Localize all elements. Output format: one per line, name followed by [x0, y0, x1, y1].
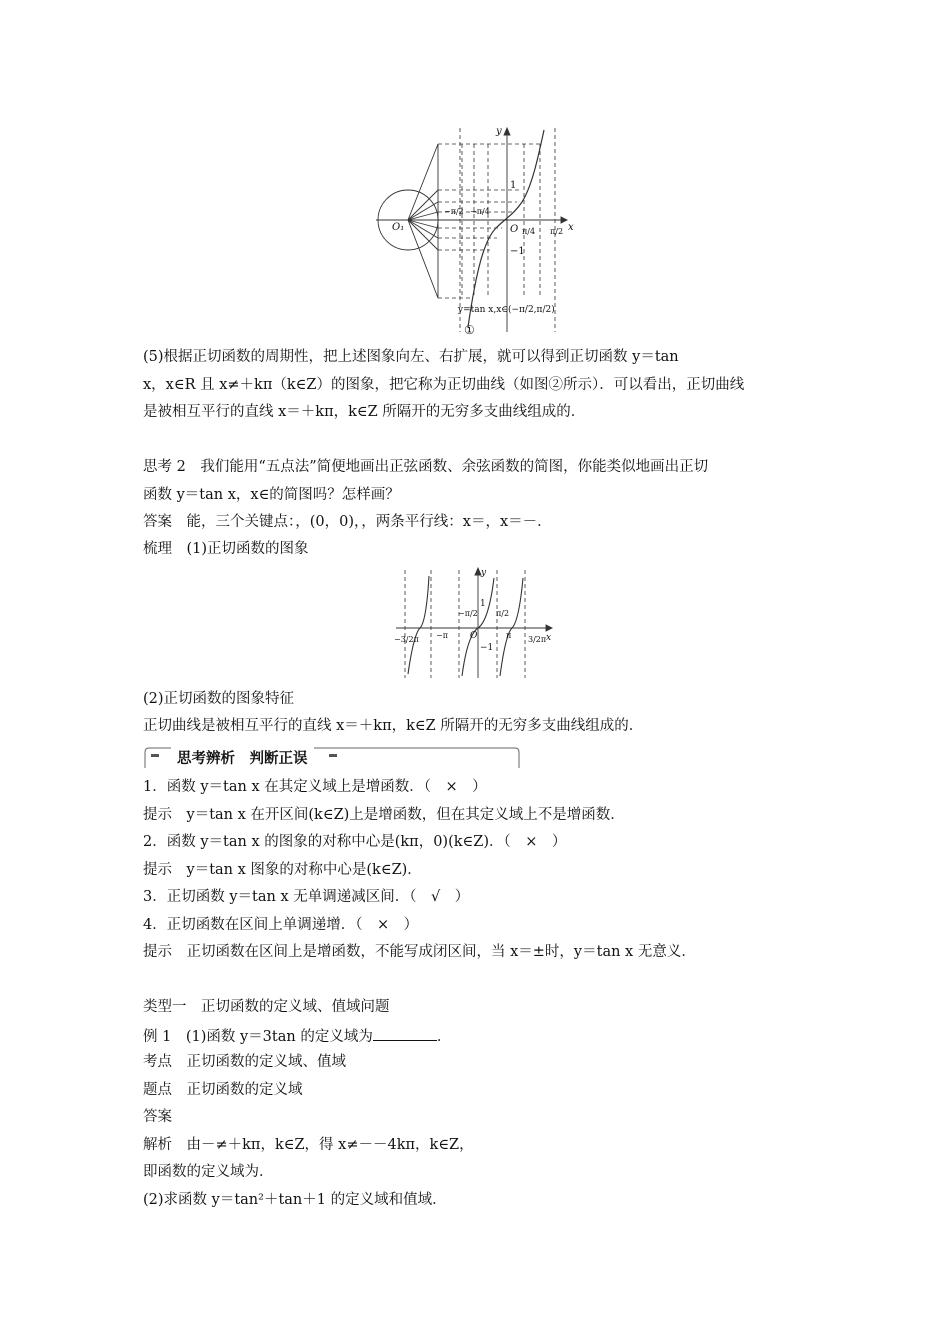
fig1-tick-1: 1 — [510, 180, 517, 191]
think2-answer: 答案 能，三个关键点：，(0，0)，，两条平行线：x＝，x＝－． — [143, 514, 552, 530]
fig1-tick-neg-pi4: −π/4 — [470, 207, 490, 216]
tangent-construction-figure — [372, 122, 582, 340]
think-judge-banner — [143, 744, 523, 770]
fig2-tick-pi2: π/2 — [496, 609, 510, 618]
conclusion: 即函数的定义域为． — [143, 1164, 274, 1180]
fig2-x-label: x — [546, 633, 552, 643]
fig1-origin-label: O — [510, 224, 519, 235]
think2-line1: 思考 2 我们能用“五点法”简便地画出正弦函数、余弦函数的简图，你能类似地画出正切 — [143, 459, 709, 475]
para5-line1: (5)根据正切函数的周期性，把上述图象向左、右扩展，就可以得到正切函数 y＝tan — [143, 349, 679, 365]
example1-text: 例 1 (1)函数 y＝3tan 的定义域为 — [143, 1029, 373, 1045]
judge-q4: 4．正切函数在区间上单调递增．（ × ） — [143, 917, 419, 933]
judge-q3: 3．正切函数 y＝tan x 无单调递减区间．（ √ ） — [143, 889, 470, 905]
features-heading: (2)正切函数的图象特征 — [143, 691, 295, 707]
fig2-y-label: y — [481, 568, 487, 578]
fig1-caption: ① — [464, 323, 475, 337]
fig1-curve-label: y=tan x,x∈(−π/2,π/2) — [458, 305, 555, 315]
part2: (2)求函数 y＝tan²＋tan＋1 的定义域和值域． — [143, 1192, 447, 1208]
fig2-tick-1: 1 — [480, 599, 486, 609]
tangent-graph-figure — [394, 566, 558, 682]
fig2-tick-neg-pi2: −π/2 — [458, 609, 478, 618]
think2-summary: 梳理 (1)正切函数的图象 — [143, 541, 309, 557]
judge-hint2: 提示 y＝tan x 图象的对称中心是(k∈Z)． — [143, 862, 422, 878]
fig2-tick-neg-pi: −π — [436, 631, 448, 640]
fig2-tick-3pi2: 3/2π — [528, 635, 547, 644]
type1-title: 类型一 正切函数的定义域、值域问题 — [143, 999, 390, 1015]
fig1-x-label: x — [568, 222, 574, 233]
banner-title: 思考辨析 判断正误 — [171, 747, 314, 768]
fig1-o1-label: O₁ — [392, 222, 405, 233]
example1-end: ． — [436, 1029, 452, 1045]
tangent-branch-right — [500, 578, 523, 676]
judge-q2: 2．函数 y＝tan x 的图象的对称中心是(kπ，0)(k∈Z)．（ × ） — [143, 834, 567, 850]
fig1-tick-neg-pi2: −π/2 — [444, 207, 464, 216]
features-text: 正切曲线是被相互平行的直线 x＝＋kπ，k∈Z 所隔开的无穷多支曲线组成的． — [143, 718, 644, 734]
judge-hint4: 提示 正切函数在区间上是增函数，不能写成闭区间，当 x＝±时，y＝tan x 无意义． — [143, 944, 696, 960]
fig1-tick-neg1: −1 — [510, 246, 525, 257]
judge-hint1: 提示 y＝tan x 在开区间(k∈Z)上是增函数，但在其定义域上不是增函数． — [143, 807, 625, 823]
fig2-tick-neg-3pi2: −3/2π — [394, 635, 419, 644]
fig1-tick-pi4: π/4 — [522, 227, 536, 236]
para5-line2: x，x∈R 且 x≠＋kπ（k∈Z）的图象，把它称为正切曲线（如图②所示）．可以看出，正切曲线 — [143, 377, 745, 393]
tidian: 题点 正切函数的定义域 — [143, 1082, 303, 1098]
tangent-branch-left — [408, 576, 429, 674]
analysis: 解析 由－≠＋kπ，k∈Z，得 x≠－－4kπ，k∈Z， — [143, 1137, 474, 1153]
answer-label: 答案 — [143, 1109, 172, 1125]
fig2-tick-neg1: −1 — [480, 643, 494, 653]
kaodian: 考点 正切函数的定义域、值域 — [143, 1054, 346, 1070]
fig2-tick-pi: π — [506, 631, 512, 640]
judge-q1: 1．函数 y＝tan x 在其定义域上是增函数．（ × ） — [143, 779, 487, 795]
fig1-tick-pi2: π/2 — [550, 227, 564, 236]
para5-line3: 是被相互平行的直线 x＝＋kπ，k∈Z 所隔开的无穷多支曲线组成的． — [143, 404, 586, 420]
fig1-y-label: y — [496, 126, 502, 137]
think2-line2: 函数 y＝tan x，x∈的简图吗？怎样画？ — [143, 487, 400, 503]
example1-part1 — [143, 1026, 451, 1046]
fig2-origin-label: O — [470, 631, 478, 641]
answer-blank — [373, 1026, 437, 1041]
